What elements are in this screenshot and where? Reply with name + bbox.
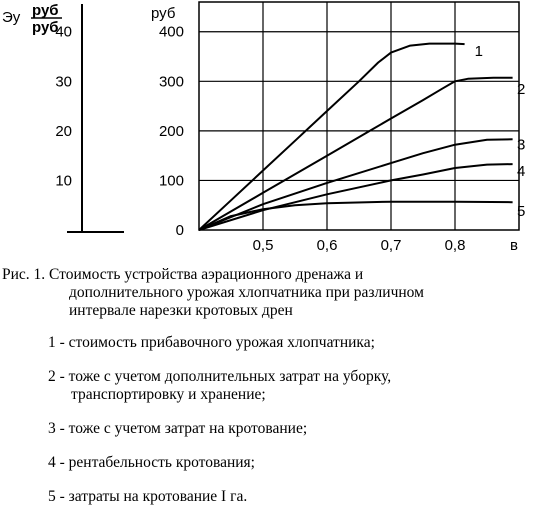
legend-item-3: 3 - тоже с учетом затрат на кротование; [48, 420, 308, 437]
legend-item-4: 4 - рентабельность кротования; [48, 454, 255, 471]
y-tick-label-3: 100 [158, 172, 184, 190]
left-axis-tick-label-3: 10 [55, 172, 72, 190]
left-axis-tick-label-2: 20 [55, 122, 72, 140]
x-tick-label-0: 0,5 [252, 237, 274, 254]
y-tick-label-0: 400 [158, 23, 184, 41]
series-group [199, 43, 525, 230]
legend-item-2: 2 - тоже с учетом дополнительных затрат на уборку, [48, 368, 392, 385]
x-axis-label: в [510, 237, 518, 254]
caption-line-2: дополнительного урожая хлопчатника при различном [69, 284, 424, 301]
y-tick-label-1: 300 [158, 73, 184, 91]
caption-line-1: Рис. 1. Стоимость устройства аэрационного дренажа и [2, 266, 364, 283]
x-tick-label-2: 0,7 [380, 237, 402, 254]
y-tick-label-2: 200 [158, 122, 184, 140]
left-axis-ticks [55, 24, 72, 190]
x-tick-label-3: 0,8 [444, 237, 466, 254]
plot-frame [199, 2, 519, 230]
y-axis-ticks [159, 24, 184, 239]
left-axis-label: Эу [2, 9, 21, 26]
series-label-2: 2 [517, 80, 526, 98]
right-axis-label: руб [151, 5, 176, 22]
series-line-2 [199, 78, 513, 230]
series-label-1: 1 [474, 43, 483, 61]
series-label-5: 5 [517, 203, 526, 221]
left-axis [2, 2, 124, 232]
left-axis-unit-denominator: руб [32, 19, 59, 36]
legend-item-1: 1 - стоимость прибавочного урожая хлопчатника; [48, 334, 375, 351]
series-label-4: 4 [517, 163, 526, 181]
caption-line-3: интервале нарезки кротовых дрен [69, 302, 293, 319]
x-axis-ticks [253, 237, 466, 254]
left-axis-tick-label-0: 40 [55, 23, 72, 41]
grid [199, 2, 519, 230]
y-tick-label-4: 0 [175, 222, 184, 239]
plot [151, 2, 525, 254]
left-axis-unit-numerator: руб [32, 2, 59, 19]
left-axis-tick-label-1: 30 [55, 73, 72, 91]
legend-item-2-continued: транспортировку и хранение; [71, 386, 266, 403]
series-label-3: 3 [517, 136, 526, 154]
legend-item-5: 5 - затраты на кротование I га. [48, 488, 248, 505]
x-tick-label-1: 0,6 [316, 237, 338, 254]
